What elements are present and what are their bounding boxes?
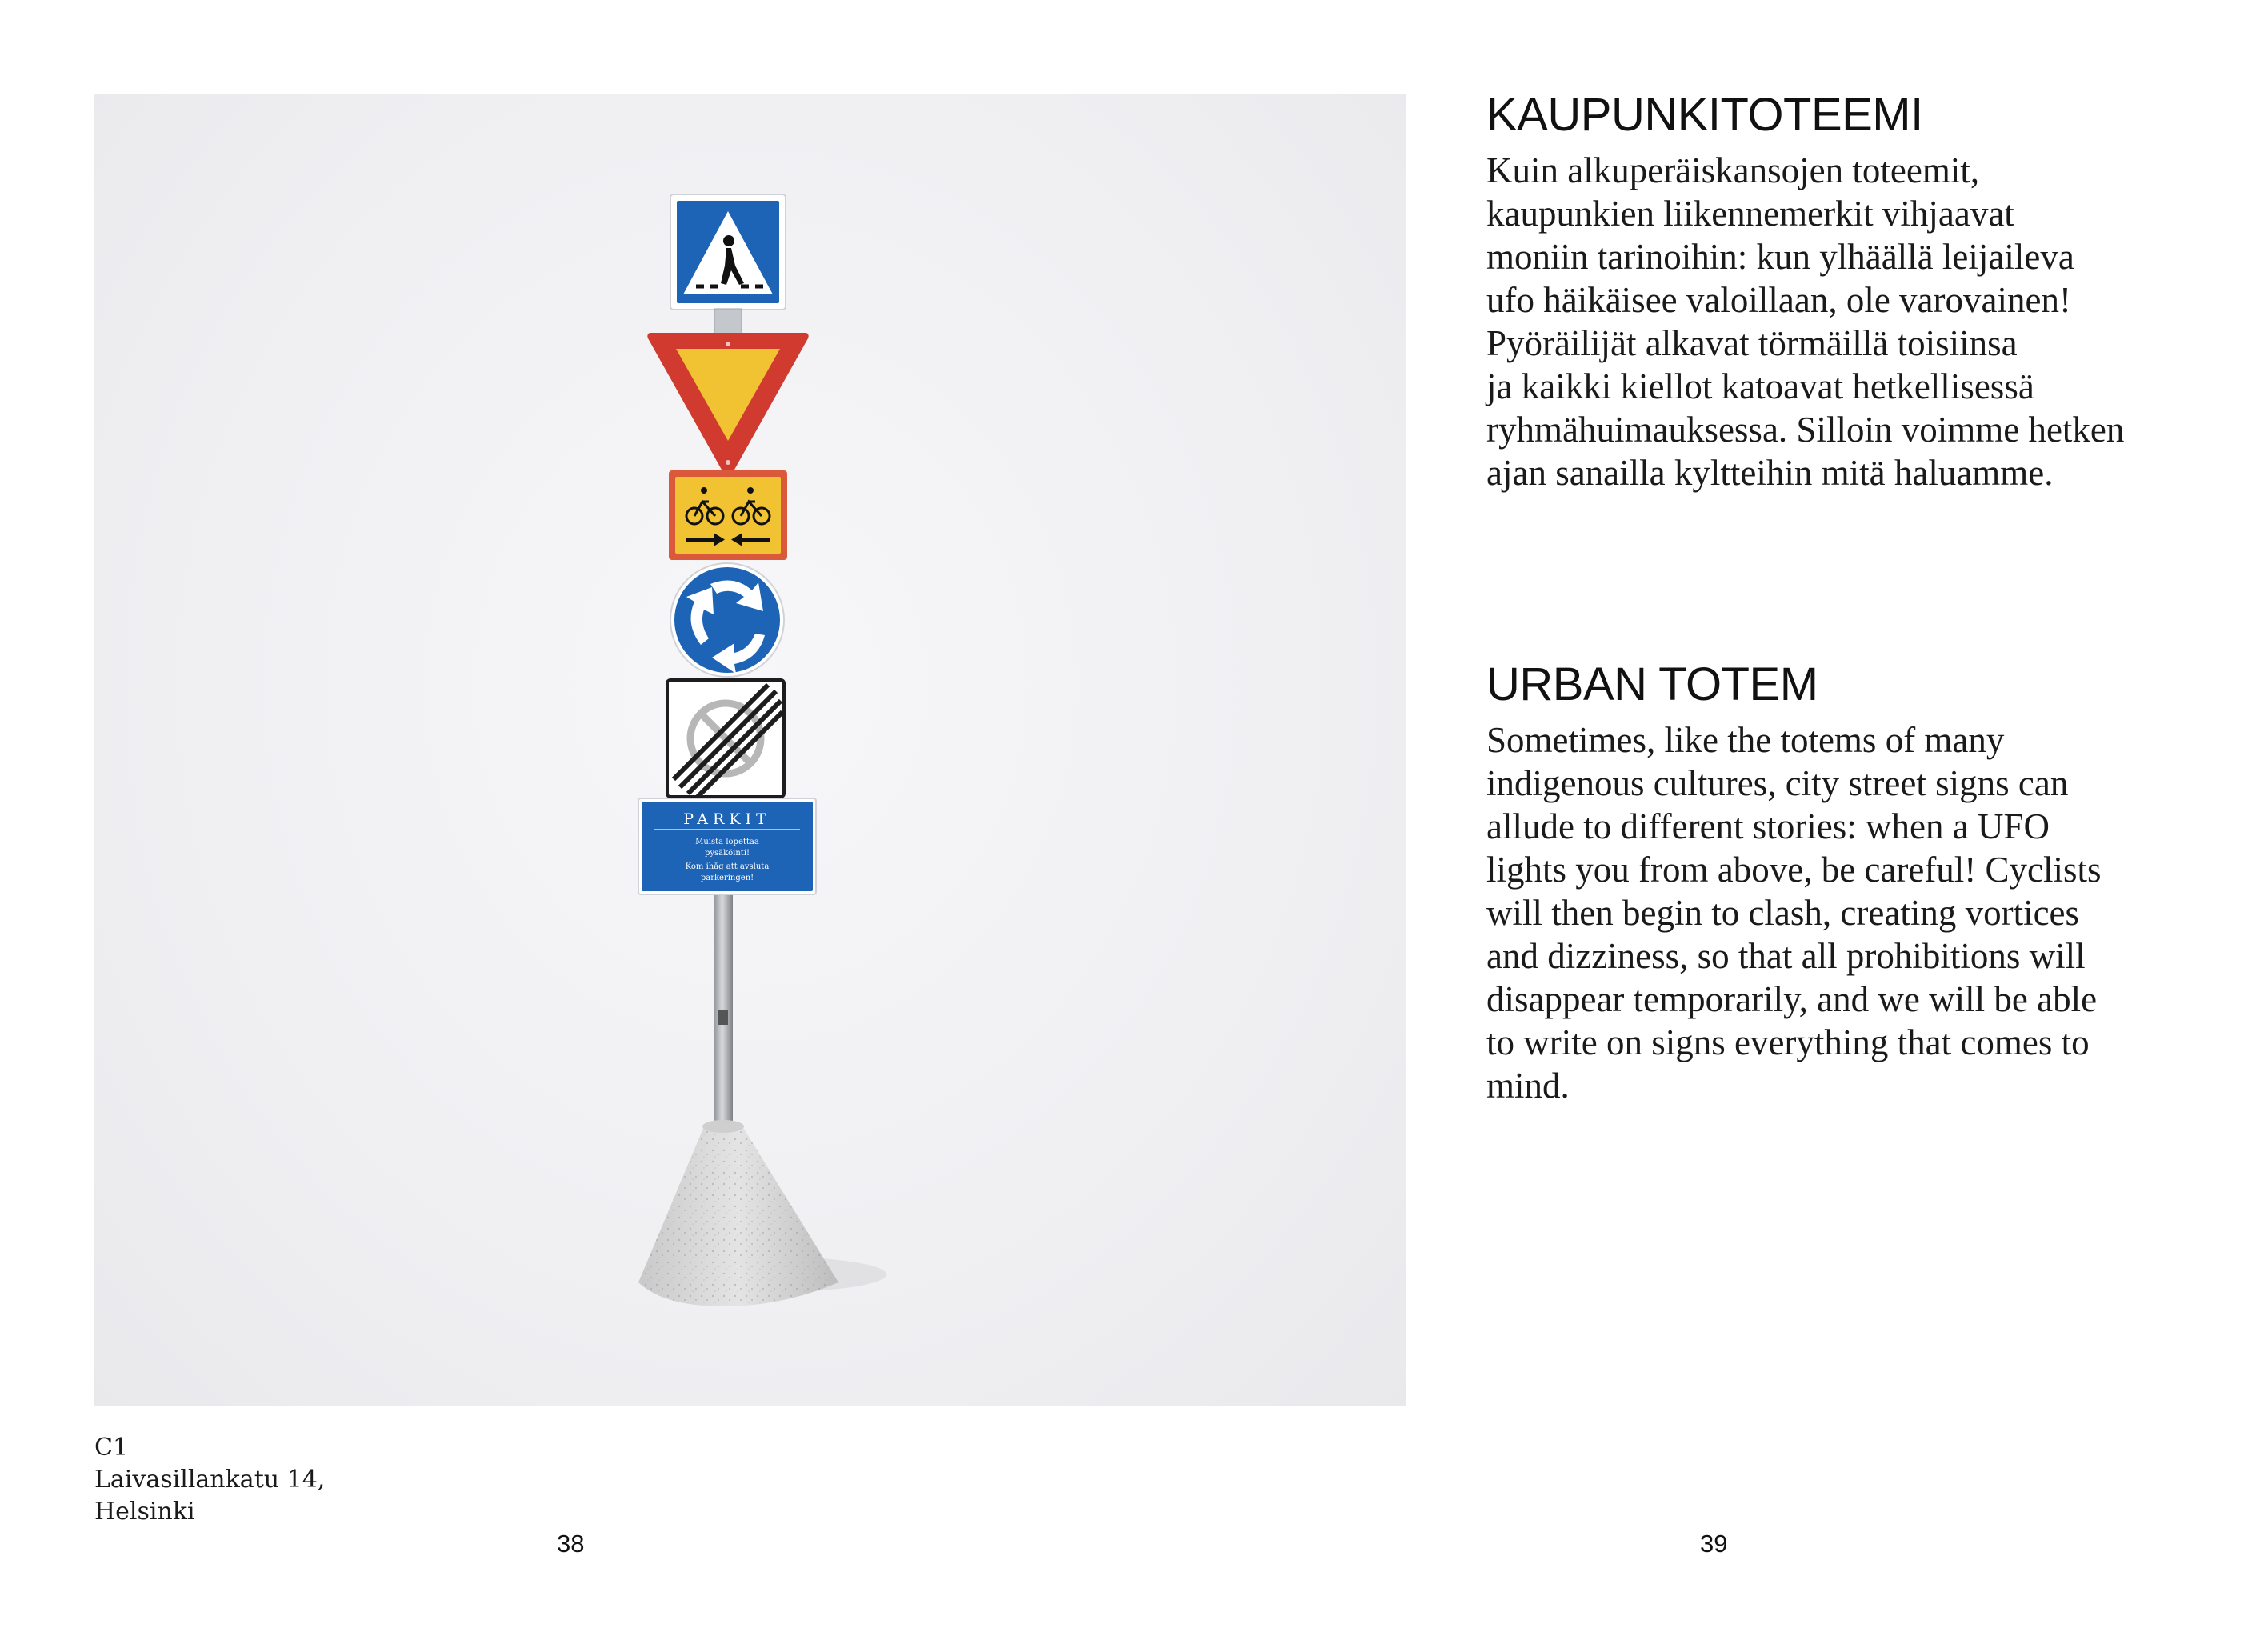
pole-bolt <box>718 1010 728 1025</box>
cyclist-head-icon <box>701 487 707 494</box>
english-body-line: to write on signs everything that comes to <box>1486 1022 2090 1062</box>
finnish-body <box>1486 149 2206 494</box>
finnish-body-line: ryhmähuimauksessa. Silloin voimme hetken <box>1486 410 2125 450</box>
roundabout-sign <box>670 563 784 677</box>
english-body-line: allude to different stories: when a UFO <box>1486 806 2050 846</box>
parking-info-sign <box>638 798 816 894</box>
photo-street-sign-totem <box>94 94 1406 1406</box>
english-heading: URBAN TOTEM <box>1486 658 1818 710</box>
photo-caption <box>94 1432 574 1528</box>
finnish-body-line: Pyöräilijät alkavat törmäillä toisiinsa <box>1486 323 2018 363</box>
sign-totem-illustration <box>94 94 1406 1406</box>
parking-sign-line: Muista lopettaa <box>695 838 759 846</box>
page-number-right: 39 <box>1700 1530 1728 1558</box>
parking-sign-line: pysäköinti! <box>704 849 750 858</box>
pedestrian-crossing-sign <box>670 194 786 310</box>
english-body-line: lights you from above, be careful! Cyclists <box>1486 850 2102 890</box>
cyclist-head-icon <box>747 487 754 494</box>
sign-bracket <box>714 309 742 336</box>
finnish-body-line: ufo häikäisee valoillaan, ole varovainen! <box>1486 280 2071 320</box>
parking-sign-line: parkeringen! <box>700 874 754 882</box>
finnish-body-line: kaupunkien liikennemerkit vihjaavat <box>1486 194 2014 234</box>
finnish-section <box>1486 85 2206 494</box>
caption-street: Laivasillankatu 14, <box>94 1466 326 1494</box>
caption-city: Helsinki <box>94 1498 195 1526</box>
parkit-brand-text: PARKIT <box>683 810 771 828</box>
finnish-body-line: ja kaikki kiellot katoavat hetkellisessä <box>1486 366 2034 406</box>
english-body-line: will then begin to clash, creating vortices <box>1486 893 2080 933</box>
parking-sign-line: Kom ihåg att avsluta <box>685 862 770 871</box>
english-body <box>1486 718 2206 1107</box>
caption-code: C1 <box>94 1434 129 1462</box>
end-of-restriction-sign <box>667 680 784 798</box>
english-body-line: indigenous cultures, city street signs can <box>1486 763 2069 803</box>
bicycle-two-way-sign <box>669 470 787 560</box>
finnish-body-line: ajan sanailla kyltteihin mitä haluamme. <box>1486 453 2054 493</box>
concrete-cone-base <box>638 1120 838 1306</box>
english-body-line: mind. <box>1486 1066 1570 1106</box>
english-section <box>1486 654 2206 1107</box>
english-body-line: and dizziness, so that all prohibitions will <box>1486 936 2086 976</box>
english-body-line: disappear temporarily, and we will be able <box>1486 979 2098 1019</box>
english-body-line: Sometimes, like the totems of many <box>1486 720 2005 760</box>
finnish-heading: KAUPUNKITOTEEMI <box>1486 89 1923 141</box>
finnish-body-line: moniin tarinoihin: kun ylhäällä leijaileva <box>1486 237 2074 277</box>
yield-sign <box>647 333 808 479</box>
finnish-body-line: Kuin alkuperäiskansojen toteemit, <box>1486 150 1980 190</box>
page-number-left: 38 <box>557 1530 585 1558</box>
